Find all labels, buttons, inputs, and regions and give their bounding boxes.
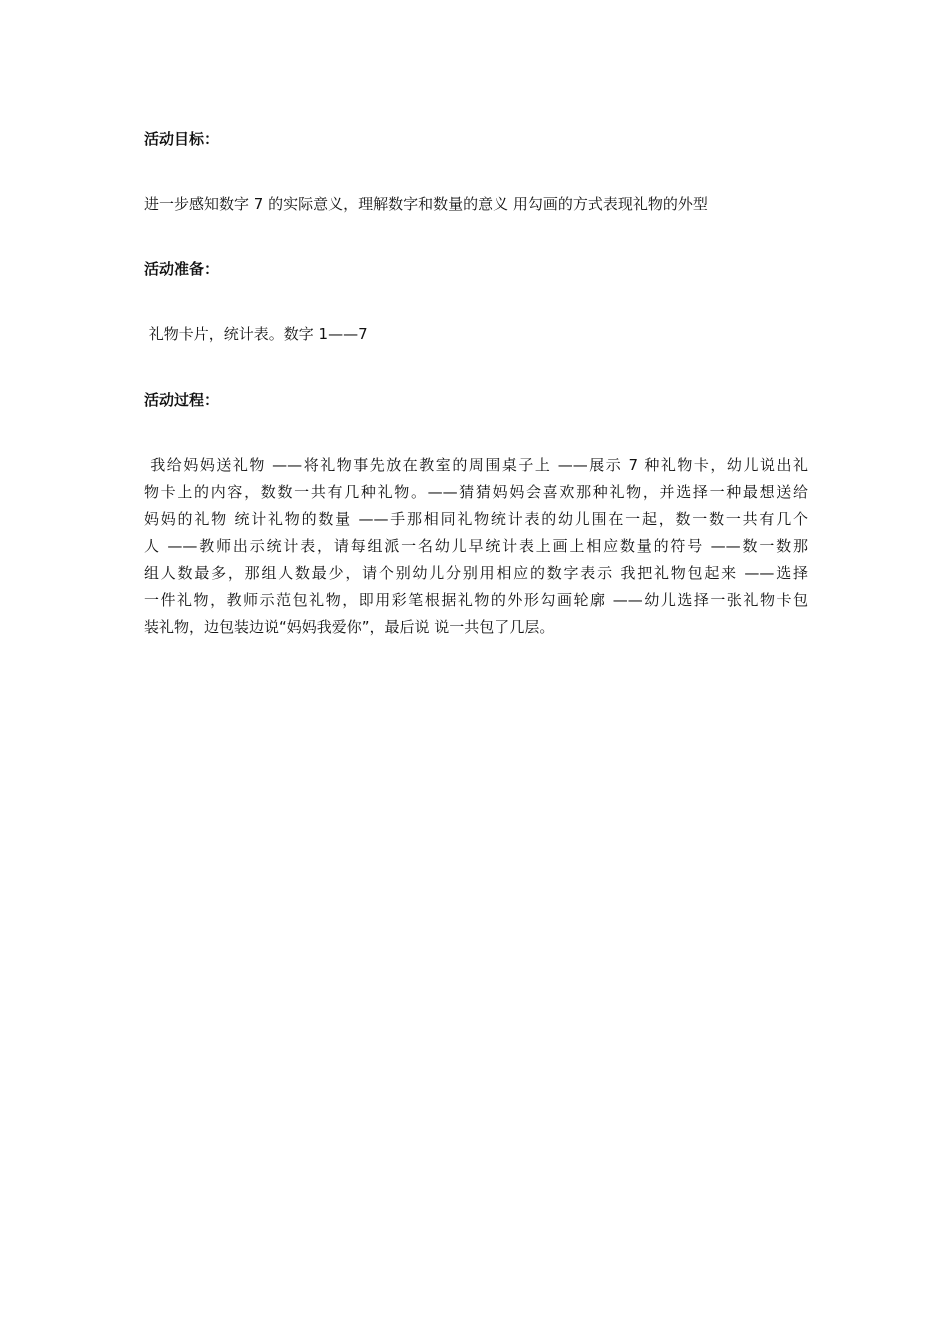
prep-heading: 活动准备： xyxy=(144,260,220,278)
prep-text: 礼物卡片，统计表。数字 1——7 xyxy=(144,325,368,343)
process-line: 妈妈的礼物 统计礼物的数量 ——手那相同礼物统计表的幼儿围在一起，数一数一共有几个 xyxy=(144,510,808,528)
process-line: 人 ——教师出示统计表，请每组派一名幼儿早统计表上画上相应数量的符号 ——数一数那 xyxy=(144,537,808,555)
goal-heading: 活动目标： xyxy=(144,130,220,148)
process-line: 物卡上的内容，数数一共有几种礼物。——猜猜妈妈会喜欢那种礼物，并选择一种最想送给 xyxy=(144,483,808,501)
process-line: 装礼物，边包装边说“妈妈我爱你”，最后说 说一共包了几层。 xyxy=(144,618,555,636)
process-line: 我给妈妈送礼物 ——将礼物事先放在教室的周围桌子上 ——展示 7 种礼物卡，幼儿说出礼 xyxy=(144,456,808,474)
process-line: 组人数最多，那组人数最少，请个别幼儿分别用相应的数字表示 我把礼物包起来 ——选择 xyxy=(144,564,808,582)
process-line: 一件礼物，教师示范包礼物，即用彩笔根据礼物的外形勾画轮廓 ——幼儿选择一张礼物卡包 xyxy=(144,591,808,609)
goal-text: 进一步感知数字 7 的实际意义，理解数字和数量的意义 用勾画的方式表现礼物的外型 xyxy=(144,195,708,213)
process-heading: 活动过程： xyxy=(144,391,220,409)
process-paragraph xyxy=(144,452,808,641)
